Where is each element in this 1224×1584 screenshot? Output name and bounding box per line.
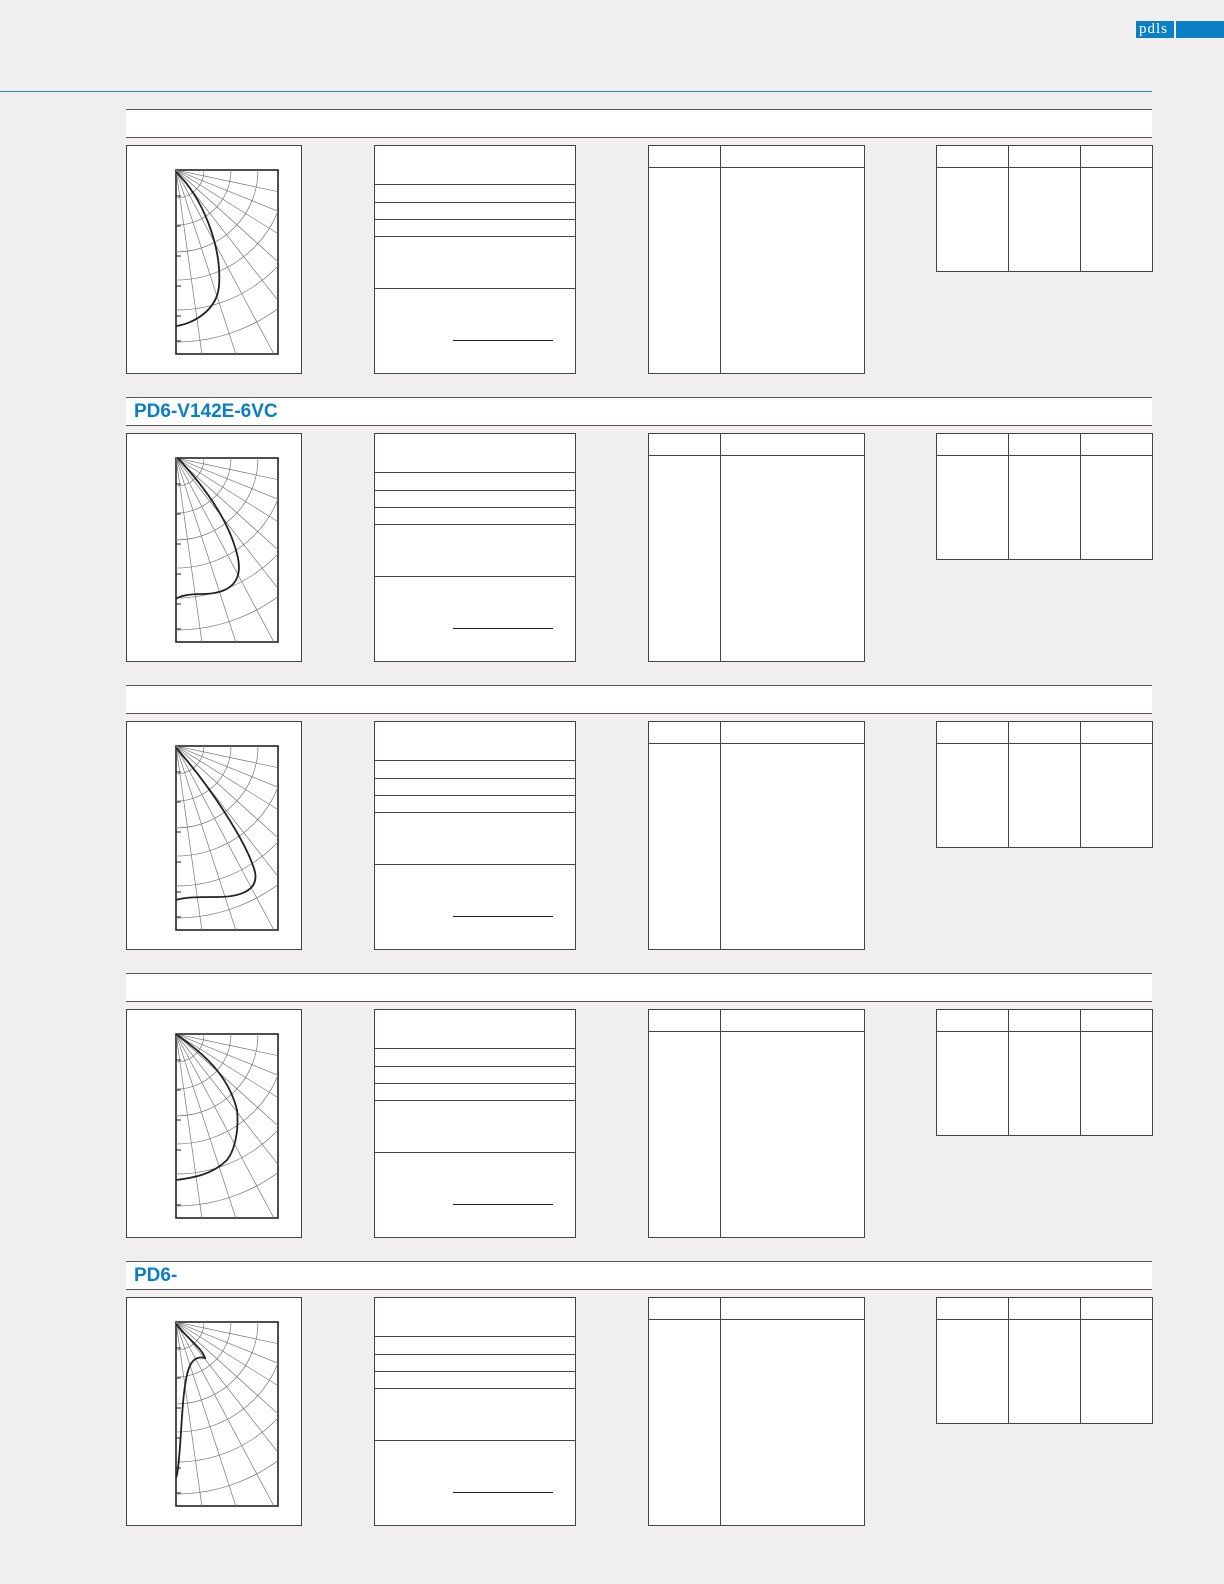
section-header-bar — [126, 109, 1152, 138]
table-header-rule — [649, 1031, 864, 1032]
specification-box — [374, 433, 576, 662]
polar-distribution-diagram — [126, 145, 302, 374]
section-header-bar — [126, 685, 1152, 714]
table-column-rule — [720, 146, 721, 373]
polar-distribution-diagram — [126, 1297, 302, 1526]
section-header-bar — [126, 397, 1152, 426]
spec-divider — [375, 184, 575, 185]
table-column-rule — [1008, 146, 1009, 271]
table-column-rule — [1008, 1298, 1009, 1423]
three-column-table — [936, 721, 1153, 848]
logo-divider — [1174, 21, 1176, 38]
table-column-rule — [720, 1010, 721, 1237]
two-column-table — [648, 1297, 865, 1526]
signature-line — [453, 628, 553, 629]
table-header-rule — [937, 1031, 1152, 1032]
specification-box — [374, 145, 576, 374]
spec-divider — [375, 1336, 575, 1337]
table-header-rule — [649, 743, 864, 744]
spec-divider — [375, 1048, 575, 1049]
signature-line — [453, 1492, 553, 1493]
specification-box — [374, 1009, 576, 1238]
spec-divider — [375, 1083, 575, 1084]
polar-distribution-diagram — [126, 1009, 302, 1238]
table-column-rule — [720, 1298, 721, 1525]
polar-distribution-diagram — [126, 721, 302, 950]
specification-box — [374, 721, 576, 950]
table-header-rule — [937, 1319, 1152, 1320]
section-header-bar — [126, 1261, 1152, 1290]
spec-divider — [375, 490, 575, 491]
table-header-rule — [649, 455, 864, 456]
two-column-table — [648, 1009, 865, 1238]
spec-divider — [375, 288, 575, 289]
table-column-rule — [1008, 434, 1009, 559]
table-column-rule — [1080, 434, 1081, 559]
spec-divider — [375, 472, 575, 473]
spec-divider — [375, 778, 575, 779]
spec-divider — [375, 219, 575, 220]
brand-logo — [1136, 21, 1224, 38]
table-header-rule — [649, 167, 864, 168]
spec-divider — [375, 1100, 575, 1101]
two-column-table — [648, 721, 865, 950]
product-title: PD6- — [134, 1265, 178, 1286]
spec-divider — [375, 1371, 575, 1372]
signature-line — [453, 340, 553, 341]
signature-line — [453, 1204, 553, 1205]
two-column-table — [648, 145, 865, 374]
spec-divider — [375, 202, 575, 203]
specification-box — [374, 1297, 576, 1526]
table-header-rule — [937, 455, 1152, 456]
spec-divider — [375, 1388, 575, 1389]
spec-divider — [375, 1152, 575, 1153]
signature-line — [453, 916, 553, 917]
three-column-table — [936, 145, 1153, 272]
three-column-table — [936, 1297, 1153, 1424]
table-column-rule — [1008, 1010, 1009, 1135]
spec-divider — [375, 236, 575, 237]
spec-divider — [375, 795, 575, 796]
three-column-table — [936, 1009, 1153, 1136]
section-header-bar — [126, 973, 1152, 1002]
table-header-rule — [937, 167, 1152, 168]
header-rule — [0, 91, 1152, 92]
spec-divider — [375, 760, 575, 761]
spec-divider — [375, 1440, 575, 1441]
spec-divider — [375, 1354, 575, 1355]
table-column-rule — [1080, 146, 1081, 271]
two-column-table — [648, 433, 865, 662]
polar-distribution-diagram — [126, 433, 302, 662]
table-column-rule — [720, 434, 721, 661]
spec-divider — [375, 524, 575, 525]
table-column-rule — [1008, 722, 1009, 847]
logo-text: pdls — [1139, 21, 1169, 37]
spec-divider — [375, 864, 575, 865]
table-header-rule — [937, 743, 1152, 744]
table-column-rule — [1080, 722, 1081, 847]
product-title: PD6-V142E-6VC — [134, 401, 278, 422]
table-header-rule — [649, 1319, 864, 1320]
spec-divider — [375, 1066, 575, 1067]
three-column-table — [936, 433, 1153, 560]
spec-divider — [375, 576, 575, 577]
spec-divider — [375, 812, 575, 813]
table-column-rule — [1080, 1010, 1081, 1135]
spec-divider — [375, 507, 575, 508]
table-column-rule — [1080, 1298, 1081, 1423]
table-column-rule — [720, 722, 721, 949]
